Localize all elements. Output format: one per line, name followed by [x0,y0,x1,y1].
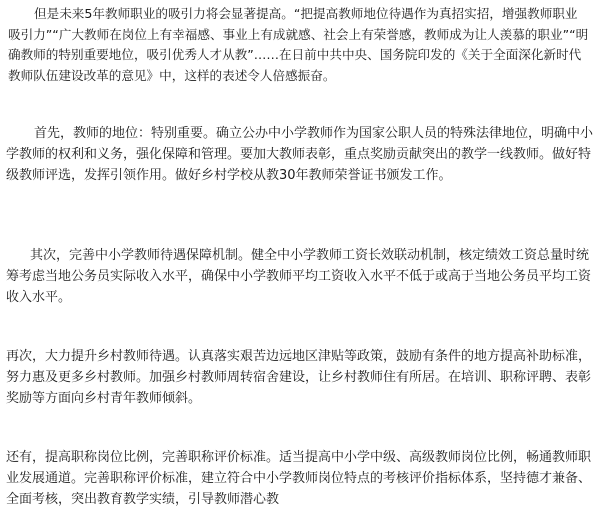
paragraph-rural-teachers: 再次，大力提升乡村教师待遇。认真落实艰苦边远地区津贴等政策，鼓励有条件的地方提高补助标准，努力惠及更多乡村教师。加强乡村教师周转宿舍建设，让乡村教师住有所居。在培训、职称评聘、表彰奖励等方面向乡村青年教师倾斜。 [6,349,592,406]
paragraph-intro: 但是未来5年教师职业的吸引力将会显著提高。“把提高教师地位待遇作为真招实招，增强教师职业吸引力”“广大教师在岗位上有幸福感、事业上有成就感、社会上有荣誉感，教师成为让人羡慕的职业”“明确教师的特别重要地位，吸引优秀人才从教”……在日前中共中央、国务院印发的《关于全面深化新时代教师队伍建设改革的意见》中，这样的表述令人倍感振奋。 [8,6,589,83]
paragraph-professional-titles: 还有，提高职称岗位比例，完善职称评价标准。适当提高中小学中级、高级教师岗位比例，畅通教师职业发展通道。完善职称评价标准，建立符合中小学教师岗位特点的考核评价指标体系，坚持德才兼备、全面考核，突出教育教学实绩，引导教师潜心教 [6,450,592,507]
paragraph-teacher-status: 首先，教师的地位：特别重要。确立公办中小学教师作为国家公职人员的特殊法律地位，明确中小学教师的权利和义务，强化保障和管理。要加大教师表彰，重点奖励贡献突出的教学一线教师。做好特级教师评选，发挥引领作用。做好乡村学校从教30年教师荣誉证书颁发工作。 [6,126,594,183]
paragraph-salary-guarantee: 其次，完善中小学教师待遇保障机制。健全中小学教师工资长效联动机制，核定绩效工资总量时统筹考虑当地公务员实际收入水平，确保中小学教师平均工资收入水平不低于或高于当地公务员平均工资收入水平。 [6,248,592,305]
